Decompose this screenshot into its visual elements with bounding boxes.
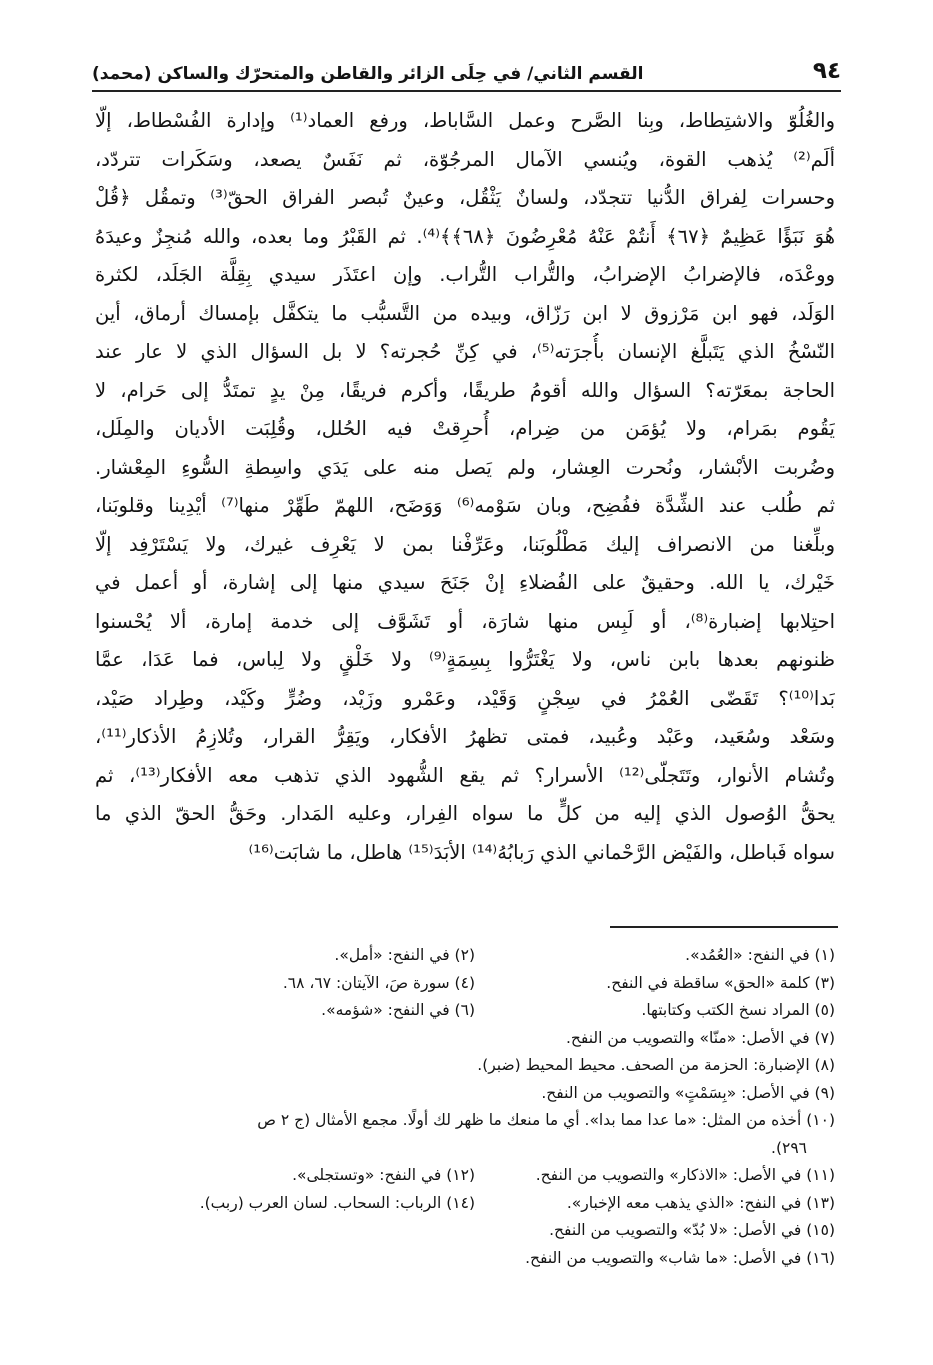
footnote: (١٢) في النفح: «وتستجلى». (292, 1166, 475, 1184)
footnote-row (95, 1162, 835, 1190)
text-line: احتِلابها إضبارة⁽⁸⁾، أو لَبِس منها شارَة، أو تَشَوَّف إلى خدمة إمارة، ألا يُحْسنوا (95, 609, 835, 633)
text-line: الوَلَد، فهو ابن مَرْزوق لا ابن رَزّاق، وبيده من التَّسبُّب ما يتكفَّل بإمساك أرماق، أين (95, 301, 835, 325)
page-header (92, 56, 841, 92)
footnote: (٤) سورة صَ، الآيتان: ٦٧، ٦٨. (282, 973, 475, 992)
main-text (95, 102, 835, 872)
text-line: وسَعْد وسُعَيد، وعَبْد وعُبيد، فمتى تظهرُ الأفكار، ويَقِرُّ القرار، وتُلازِمُ الأذكار⁽¹¹⁾، (95, 725, 835, 748)
text-line: ووعْدَه، فالإضرابُ الإضرابُ، والتُّراب التُّراب. وإن اعتَذَر سيدي بِقِلَّة الجَلَد، لكثرة (95, 263, 835, 286)
text-line: سواه فَباطل، والفَيْض الرَّحْماني الذي رَبابُهُ⁽¹⁴⁾ الأبَدَ⁽¹⁵⁾ هاطل، ما شابَت⁽¹⁶⁾ (248, 840, 835, 864)
page-number: ٩٤ (812, 58, 841, 84)
footnote: (١٤) الرباب: السحاب. لسان العرب (ربب). (199, 1193, 475, 1212)
footnote-row (95, 942, 835, 970)
footnote: (٢) في النفح: «أمل». (334, 946, 475, 964)
footnote-row (95, 1190, 835, 1218)
footnote: (١٦) في الأصل: «ما شاب» والتصويب من النفح. (525, 1248, 835, 1267)
text-line: ظنونهم بعدها بابن ناس، ولا يَغْتَرُّوا بِسِمَةٍ⁽⁹⁾ ولا خَلْقٍ ولا لِباس، فما عَدَا، عمَّا (95, 648, 835, 671)
text-line: ثم طُلب عند الشِّدَّة ففُضِح، وبان سَوْمه⁽⁶⁾ وَوَضَح، اللهمّ طَهِّرْ منها⁽⁷⁾ أيْدِينا وقلوبَنا، (95, 494, 835, 517)
footnote: (١١) في الأصل: «الاذكار» والتصويب من النفح. (535, 1166, 835, 1184)
footnote: (٧) في الأصل: «منّا» والتصويب من النفح. (565, 1028, 835, 1047)
text-line: والغُلُوّ والاشتِطاط، وبِنا الصَّرح وعمل السَّاباط، ورفع العماد⁽¹⁾ وإدارة الفُسْطاط، إلّا (95, 109, 835, 132)
text-line: هُوَ نَبَؤًا عَظِيمٌ ﴿٦٧﴾ أَنتُمْ عَنْهُ مُعْرِضُونَ ﴿٦٨﴾﴾⁽⁴⁾. ثم القَبْرُ وما بعده، والله مُنجِزٌ وعيدَهُ (95, 224, 835, 248)
text-line: وبلِّغنا من الانصراف إليك مَطْلُوبَنا، وعَرِّفْنا بمن لا يَعْرِف غيرك، ولا يَسْتَرْفِد إلّا (95, 532, 835, 556)
text-line: يَقُوم بمَرام، ولا يُؤمَن من ضِرام، أُحرِقتْ فيه الحُلل، وقُلِبَت الأديان والمِلَل، (95, 417, 835, 440)
text-line: خَيْرك، يا الله. وحقيقٌ على الفُضلاءِ إنْ جَنَحَ سيدي منها إلى إشارة، أو أعمل في (95, 571, 835, 594)
text-line: وتُشام الأنوار، وتَتَجلّى⁽¹²⁾ الأسرار؟ ثم يقع الشُّهود الذي تذهب معه الأفكار⁽¹³⁾، ثم (95, 763, 835, 787)
text-line: بَدا⁽¹⁰⁾؟ تَقَضّى العُمْرُ في سِجْنٍ وَقَيْد، وعَمْرو وزَيْد، وضُرٍّ وكَيْد، وطِراد صَيْد، (95, 686, 835, 710)
text-line: يحقُّ الوُصول الذي إليه من كلٍّ ما سواه الفِرار، وعليه المَدار. وحَقُّ الحقّ الذي ما (95, 802, 835, 825)
footnote-separator (610, 926, 838, 928)
text-line: النّسْخُ الذي يَتَبلَّغ الإنسان بأُجرَته⁽⁵⁾، في كِنِّ حُجرته؟ لا بل السؤال الذي لا عار عند (95, 340, 835, 363)
running-head: القسم الثاني/ في حِلَى الزائر والقاطن والمتحرّك والساكن (محمد) (92, 64, 644, 84)
footnote-row (95, 970, 835, 998)
footnote: (٥) المراد نسخ الكتب وكتابتها. (641, 1001, 835, 1019)
footnote-continuation: ٢٩٦). (771, 1138, 807, 1157)
footnote: (١٣) في النفح: «الذي يذهب معه الإخبار». (566, 1193, 835, 1212)
text-line: وحسرات لِفراق الدُّنيا تتجدّد، ولسانٌ يَثْقُل، وعينٌ تُبصر الفراق الحقّ⁽³⁾ وتمقُل ﴿قُلْ (95, 186, 835, 209)
text-line: وضُربت الأبْشار، ونُحرت العِشار، ولم يَصل منه على يَدَي واسِطةِ السُّوءِ المِعْشار. (95, 455, 835, 479)
footnote: (١٥) في الأصل: «لا بُدّ» والتصويب من النفح. (549, 1221, 835, 1239)
footnote: (١) في النفح: «العُمُد». (685, 946, 835, 964)
footnote: (١٠) أخذه من المثل: «ما عدا مما بدا». أي ما منعك ما ظهر لك أولًا. مجمع الأمثال (ج ٢ ص (257, 1111, 835, 1129)
footnote: (٣) كلمة «الحق» ساقطة في النفح. (606, 973, 835, 992)
text-line: الحاجة بمعَرّته؟ السؤال والله أقومُ طريقًا، وأكرم فريقًا، مِنْ يدٍ تمتَدُّ إلى حَرام، لا (95, 378, 835, 402)
footnote: (٩) في الأصل: «بِسَمْتٍ» والتصويب من النفح. (541, 1083, 835, 1102)
text-line: ألَم⁽²⁾ يُذهب القوة، ويُنسي الآمال المرجُوّة، ثم نَفَسٌ يصعد، وسَكَرات تتردّد، (95, 147, 835, 171)
footnotes (95, 942, 835, 1272)
footnote-row (95, 997, 835, 1025)
footnote: (٦) في النفح: «شؤمه». (321, 1001, 475, 1019)
footnote: (٨) الإضبارة: الحزمة من الصحف. محيط المحيط (ضبر). (477, 1056, 835, 1074)
